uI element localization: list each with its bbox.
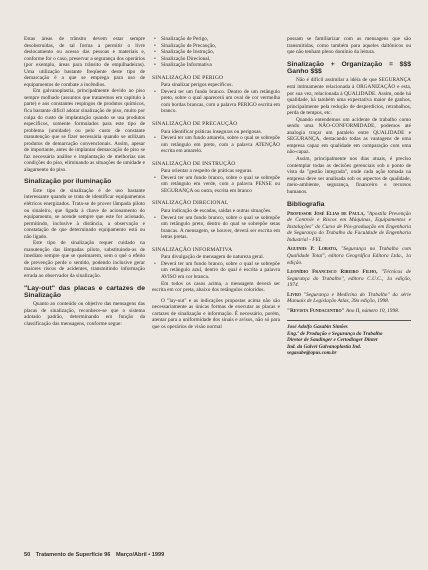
list-item: • Deverá ter um fundo branco. Dentro de um retângulo preto, sobre o qual aparecerá um oval de cor vermelha com bordas brancas, com a palavra PERIGO escrita em branco. [152,89,280,115]
section-heading-iluminacao: Sinalização por iluminação [24,178,112,186]
list-item: • Deverá ter um fundo amarelo, sobre o qual se sobrepõe um retângulo em preto, com a palavra ATENÇÃO escrita em amarelo. [152,135,280,155]
bib-author: "Revista Fundacentro" [287,307,345,314]
bibliography-item [287,292,411,305]
paragraph: possam se familiarizar com as mensagens que são transmitidas, como também para aqueles daltônicos ou que não tenham pleno domínio da leitura. [287,36,411,56]
bib-title: "Segurança e Medicina do Trabalho" da série Manuais de Legislação Atlas, 39a edição, 1998. [287,291,411,305]
bibliography-item [287,308,411,315]
paragraph: Quando entendemos um acidente de trabalho como sendo uma NÃO-CONFORMIDADE, podemos até analogia traçar um paralelo entre QUALIDADE e SEGURANÇA, destacando todas as vantagens de uma empresa capaz em qualidade em comparação com uma não-capaz. [287,116,411,156]
issue-date: Março/Abril • 1999 [115,552,165,558]
author-name: José Adolfo Gasabin Simões [287,324,348,331]
subheading-direcional: SINALIZAÇÃO DIRECIONAL [152,200,229,207]
paragraph: Este tipo de sinalização requer cuidado na manutenção das lâmpadas piloto, substituindo-as de imediato sempre que se queimarem, sem o quê o efeito de prevenção perde o sentido, podendo inclusive gerar maiores riscos de acidentes, transmitindo informação errada ao observador da sinalização. [24,240,145,279]
paragraph: Em galvanoplastia, principalmente devido ao piso sempre molhado (assuntos que trataremos em capítulo à parte) e aos constantes respingos de produtos químicos, fica bastante difícil adotar sinalização de piso, muito por culpa do custo de implantação quando se usa produtos específicos, somente formulados para este tipo de problema (umidade) ou pelo custo de constante manutenção que se fizer necessária quando se utilizam produtos de demarcação convencionais. Assim, apesar de importante, antes de implantar demarcação de piso se faz necessária análise e implantação de melhorias nas condições do piso, eliminando as situações de umidade e alagamento do piso. [24,88,145,173]
bib-title: "Apostila Prevenção de Controle e Riscos em Máquinas, Equipamentos e Instalações" do Curso de Pós-graduação em Engenharia de Segurança do Trabalho da Faculdade de Engenharia Industrial - FEI. [287,210,411,243]
bibliography-item [287,211,411,244]
bib-author: Leonídio Francisco Ribeiro Filho, [287,269,378,276]
list-item: • Deverá ter um fundo branco, sobre o qual se sobrepõe um retângulo em verde, com a palavra PENSE ou SEGURANÇA ou outra, escrita em branco [152,175,280,195]
bibliography-list [287,211,411,315]
list-item: • Deverá ter um fundo branco, sobre o qual se sobrepõe um retângulo azul, dentro do qual é escrita a palavra AVISO em cor branca. [152,261,280,281]
paragraph: Para sinalizar perigos específicos. [161,82,233,89]
paragraph: Este tipo de sinalização é de uso bastante interessante quando se trata de identificar equipamentos elétricos energizados. Trata-se de prover lâmpada piloto ou sinaleiro, que ligada à chave de acionamento do equipamento, se acende sempre que este for acionado, permitindo, inclusive à distância, a observação e constatação de que determinado equipamento está ou não ligado. [24,187,145,240]
subheading-informativa: SINALIZAÇÃO INFORMATIVA [152,246,233,253]
list-item: • Sinalização Informativa [152,62,280,69]
author-email: segasabe@opus.com.br [287,349,337,356]
paragraph: Quanto ao conteúdo ou objetivo das mensagens das placas de sinalização, reconhece-se que o sistema adotado padrão, determinando em função da classificação das mensagens, conforme segue: [24,301,145,327]
bibliography-heading: Bibliografia [287,201,325,209]
bibliography-item [287,269,411,289]
bibliography-item [287,246,411,266]
list-item: • Sinalização de Perigo, [152,36,280,43]
bib-title: Ano II, número 10, 1998. [345,307,400,314]
paragraph: Em todos os casos acima, a mensagem deverá ser escrita em cor preta, abaixo dos retângulos coloridos. [152,280,280,294]
subheading-precaucao: SINALIZAÇÃO DE PRECAUÇÃO [152,121,238,128]
page-number: 50 [24,552,31,558]
column-3 [287,36,411,356]
paragraph: Estas áreas de trânsito devem estar sempre desobstruídas, de tal forma a permitir o livre deslocamento ou acesso das pessoas e materiais e, conforme for o caso, preservar a segurança dos operários (por exemplo, áreas para trânsito de empilhadeiras). Uma utilização bastante freqüente deste tipo de demarcação é a que se emprega para uso de equipamentos de combate a incêndios. [24,36,145,88]
paragraph: O "lay-out" e as indicações propostas acima não são necessariamente as únicas formas de executar as placas e cartazes de sinalização e informação. É necessário, porém, atentar para a uniformidade dos sinais e avisos, não só para que os operários de visão normal [152,297,280,330]
list-item: • Sinalização de Instrução, [152,49,280,56]
column-1 [24,36,145,328]
author-box [287,320,411,356]
bullet-block [152,261,280,281]
subheading-instrucao: SINALIZAÇÃO DE INSTRUÇÃO [152,160,236,167]
paragraph: Para orientar a respeito de práticas seguras. [161,168,253,175]
bullet-block [152,89,280,115]
paragraph: Não é difícil assimilar a idéia de que SEGURANÇA está intimamente relacionada à ORGANIZAÇÃO e esta, por sua vez, relacionada à QUALIDADE. Assim, onde há qualidade, há também uma expectativa maior de ganhos, principalmente pela redução de desperdícios, retrabalhos, perda de tempos, etc. [287,77,411,117]
paragraph: Assim, principalmente nos dias atuais, é preciso contemplar todas as decisões gerenciais sob o ponto de vista da "gestão integrada", onde cada ação tomada na empresa deve ser analisada sob os aspectos de qualidade, meio-ambiente, segurança, financeiro e recursos humanos. [287,156,411,195]
paragraph: Para indicação de escadas, saídas e outras situações. [161,208,272,215]
author-role: Eng.º de Produção e Segurança do Trabalho [287,330,383,337]
bib-author: Professor José Elias de Paula, [287,210,365,217]
bib-author: Livro [287,291,301,298]
list-item: • Sinalização Direcional, [152,56,280,63]
section-heading-layout: "Lay-out" das placas e cartazes de Sinalização [24,284,145,299]
paragraph: Para identificar práticas inseguras ou perigosas. [161,128,262,135]
signal-type-list [152,36,280,69]
column-2 [152,36,280,330]
bullet-block [152,175,280,195]
section-heading-organizacao: Sinalização + Organização = $$$ Ganho $$$ [287,60,411,76]
list-item: • Deverá ter um fundo branco, sobre o qual se sobrepõe um retângulo preto, dentro do qual se sobrepõe setas brancas. A mensagem, se houver, deverá ser escrita em letras pretas. [152,215,280,241]
bib-title: "Técnicas de Segurança do Trabalho", editora C.U.C., 1a edição, 1974. [287,269,412,289]
bullet-block [152,215,280,241]
magazine-title: Tratamento de Superfície 96 [35,552,111,558]
bullet-block [152,135,280,155]
bib-author: Aguiniis P. Lobato, [287,246,338,253]
author-company: Diretor de Saudinger e Certodinger Dinter [287,337,378,344]
author-company-2: Ind. da Galvei Galvanoplastia Ind. [287,343,362,350]
subheading-perigo: SINALIZAÇÃO DE PERIGO [152,74,224,81]
page-footer [24,552,168,558]
list-item: • Sinalização de Precaução, [152,43,280,50]
bib-title: "Segurança no Trabalho com Qualidade Total", editora Geográfica Editora Ltda., 1a edição. [287,246,411,266]
paragraph: Para divulgação de mensagem de natureza geral. [161,254,265,261]
